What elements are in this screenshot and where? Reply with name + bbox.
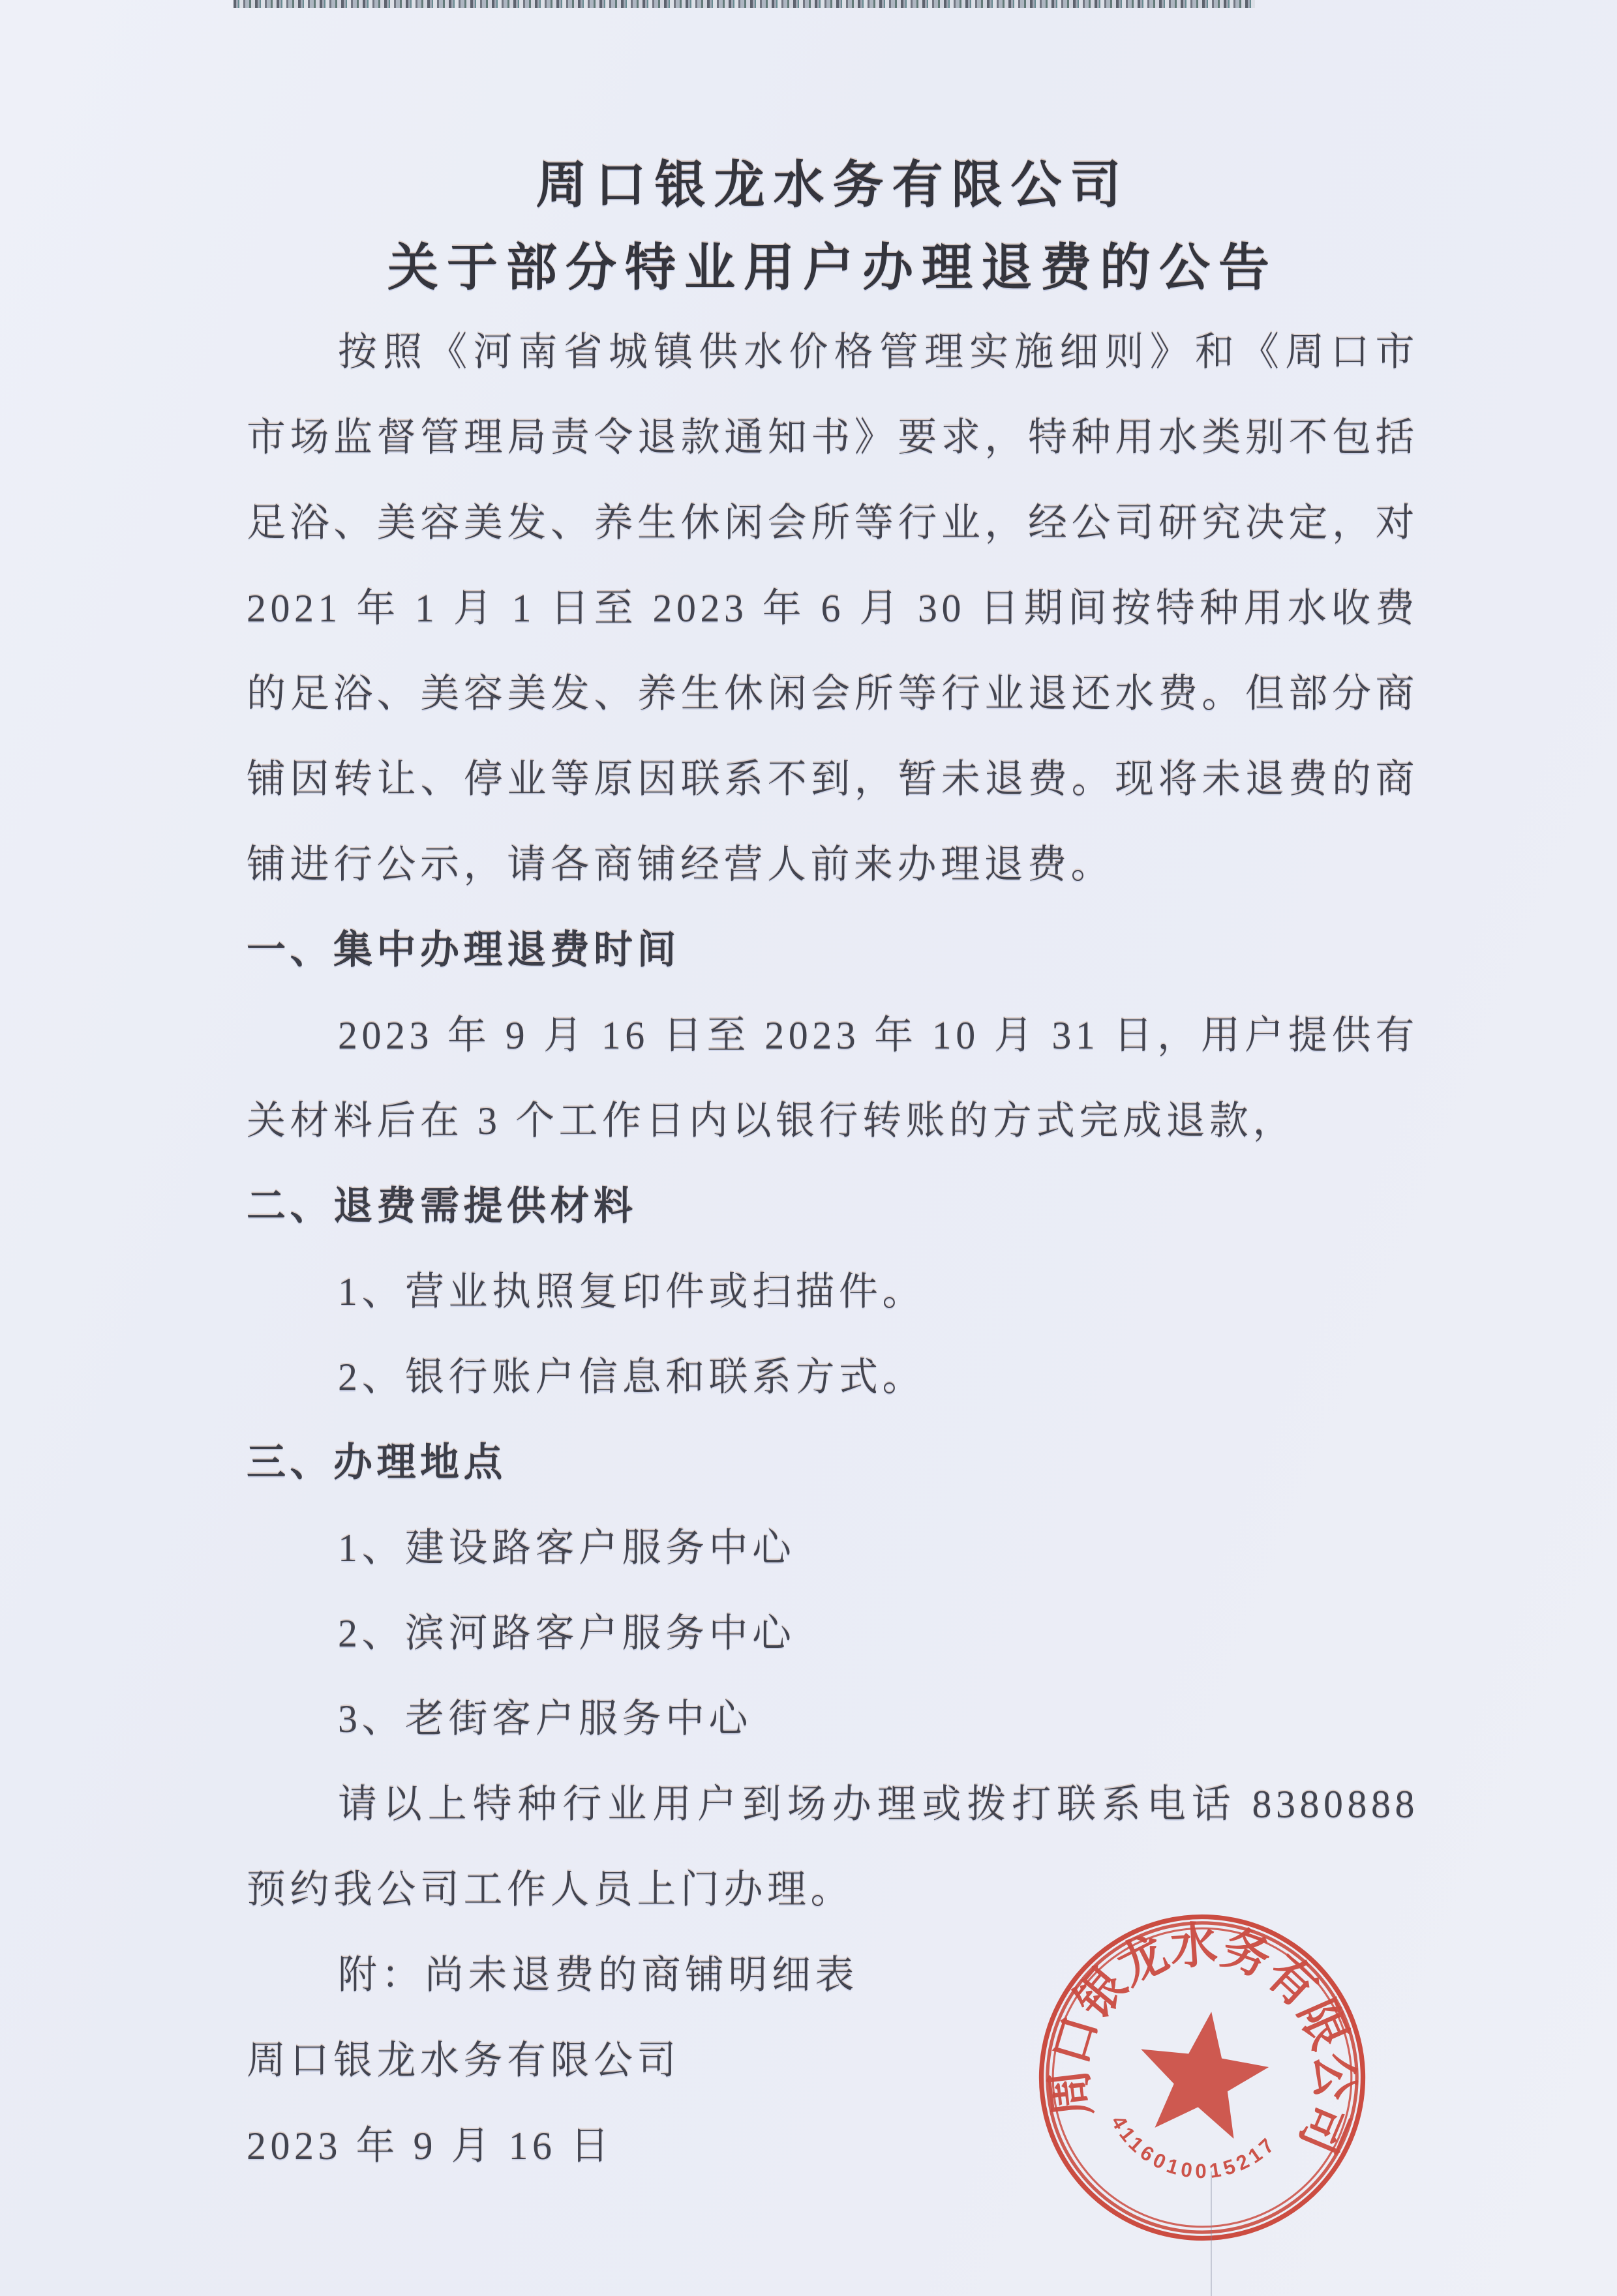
section-1-heading: 一、集中办理退费时间 [247, 929, 680, 972]
svg-text:4116010015217 [1100, 2110, 1284, 2194]
section-1-body: 2023 年 9 月 16 日至 2023 年 10 月 31 日，用户提供有关材料后在 3 个工作日内以银行转账的方式完成退款， [247, 1014, 1419, 1142]
refund-material-item-2: 2、银行账户信息和联系方式。 [338, 1356, 926, 1399]
signature-date: 2023 年 9 月 16 日 [247, 2125, 614, 2168]
seal-serial-number: 4116010015217 [1106, 2111, 1282, 2183]
service-center-item-1: 1、建设路客户服务中心 [338, 1527, 796, 1570]
service-center-item-3: 3、老街客户服务中心 [338, 1697, 752, 1740]
seal-ring-text: 周口银龙水务有限公司 [1040, 1916, 1363, 2163]
closing-paragraph: 请以上特种行业用户到场办理或拨打联系电话 8380888 预约我公司工作人员上门办理。 [247, 1783, 1419, 1911]
attachment-note: 附：尚未退费的商铺明细表 [338, 1954, 858, 1997]
doc-title-company: 周口银龙水务有限公司 [536, 156, 1130, 213]
paper-fold-line [1211, 2171, 1212, 2296]
section-2-heading: 二、退费需提供材料 [247, 1185, 637, 1228]
refund-material-item-1: 1、营业执照复印件或扫描件。 [338, 1270, 926, 1313]
doc-title-subject: 关于部分特业用户办理退费的公告 [387, 239, 1278, 296]
service-center-item-2: 2、滨河路客户服务中心 [338, 1612, 796, 1655]
signature-company: 周口银龙水务有限公司 [247, 2039, 680, 2082]
intro-paragraph: 按照《河南省城镇供水价格管理实施细则》和《周口市市场监督管理局责令退款通知书》要求，特种用水类别不包括足浴、美容美发、养生休闲会所等行业，经公司研究决定，对 2021 年 1 月 1 日至 2023 年 6 月 30 日期间按特种用水收费的足浴、美容美发、养生休闲会所等行业退还水费。但部分商铺因转让、停业等原因联系不到，暂未退费。现将未退费的商铺进行公示，请各商铺经营人前来办理退费。 [247, 331, 1419, 886]
company-seal [1033, 1908, 1372, 2247]
section-3-heading: 三、办理地点 [247, 1441, 507, 1484]
seal-star [1130, 2003, 1275, 2142]
